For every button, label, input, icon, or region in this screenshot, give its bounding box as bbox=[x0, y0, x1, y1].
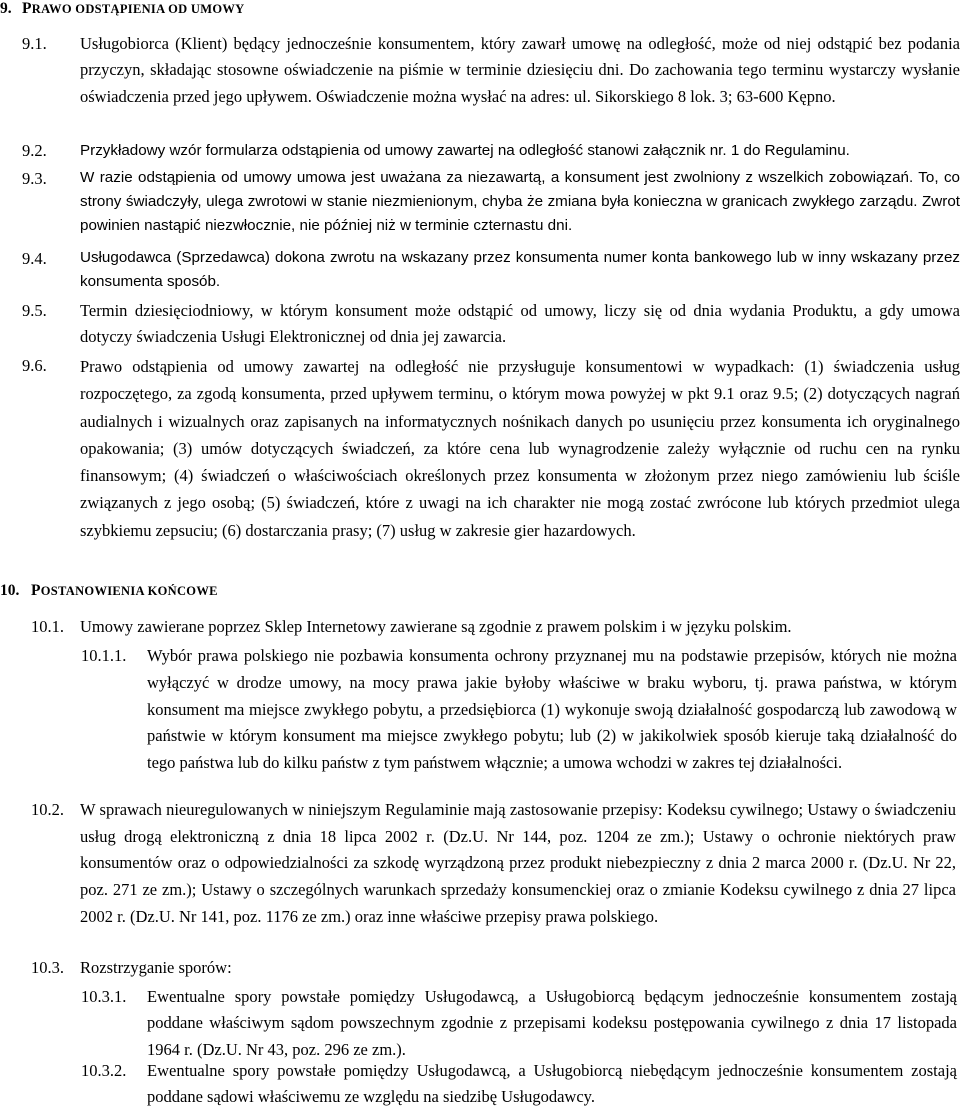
clause-number: 10.2. bbox=[31, 800, 64, 819]
clause-9-2 bbox=[22, 138, 960, 164]
clause-number: 9.4. bbox=[22, 249, 47, 268]
clause-text: Termin dziesięciodniowy, w którym konsument może odstąpić od umowy, liczy się od dnia wydania Produktu, a gdy umowa dotyczy świadczenia Usługi Elektronicznej od dnia jej zawarcia. bbox=[80, 301, 960, 347]
clause-text: Umowy zawierane poprzez Sklep Internetowy zawierane są zgodnie z prawem polskim i w języku polskim. bbox=[80, 617, 792, 636]
clause-text: Wybór prawa polskiego nie pozbawia konsumenta ochrony przyznanej mu na podstawie przepisów, których nie można wyłączyć w drodze umowy, na mocy prawa jakie byłoby właściwe w braku wyboru, tj. prawa państwa, w którym konsument ma miejsce zwykłego pobytu, a przedsiębiorca (1) wykonuje swoją działalność gospodarczą lub zawodową w państwie w którym konsument ma miejsce zwykłego pobytu; lub (2) w jakikolwiek sposób kieruje taką działalność do tego państwa lub do kilku państw z tym państwem włącznie; a umowa wchodzi w zakres tej działalności. bbox=[147, 646, 957, 773]
clause-9-5 bbox=[22, 298, 960, 351]
clause-text: Ewentualne spory powstałe pomiędzy Usługodawcą, a Usługobiorcą będącym jednocześnie konsumentem zostają poddane właściwym sądom powszechnym zgodnie z przepisami kodeksu postępowania cywilnego z dnia 17 listopada 1964 r. (Dz.U. Nr 43, poz. 296 ze zm.). bbox=[147, 987, 957, 1059]
clause-text: Ewentualne spory powstałe pomiędzy Usługodawcą, a Usługobiorcą niebędącym jednocześnie konsumentem zostają poddane sądowi właściwemu ze względu na siedzibę Usługodawcy. bbox=[147, 1061, 957, 1107]
clause-number: 10.3.2. bbox=[81, 1061, 127, 1080]
clause-text: Usługobiorca (Klient) będący jednocześnie konsumentem, który zawarł umowę na odległość, może od niej odstąpić bez podania przyczyn, składając stosowne oświadczenie na piśmie w terminie dziesięciu dni. Do zachowania tego terminu wystarczy wysłanie oświadczenia przed jego upływem. Oświadczenie można wysłać na adres: ul. Sikorskiego 8 lok. 3; 63-600 Kępno. bbox=[80, 34, 960, 106]
clause-text: W sprawach nieuregulowanych w niniejszym Regulaminie mają zastosowanie przepisy: Kodeksu cywilnego; Ustawy o świadczeniu usług drogą elektroniczną z dnia 18 lipca 2002 r. (Dz.U. Nr 144, poz. 1204 ze zm.); Ustawy o ochronie niektórych praw konsumentów oraz o odpowiedzialności za szkodę wyrządzoną przez produkt niebezpieczny z dnia 2 marca 2000 r. (Dz.U. Nr 22, poz. 271 ze zm.); Ustawy o szczególnych warunkach sprzedaży konsumenckiej oraz o zmianie Kodeksu cywilnego z dnia 27 lipca 2002 r. (Dz.U. Nr 141, poz. 1176 ze zm.) oraz inne właściwe przepisy prawa polskiego. bbox=[80, 800, 956, 926]
clause-10-1-1 bbox=[81, 643, 960, 777]
clause-number: 9.6. bbox=[22, 356, 47, 375]
clause-10-3 bbox=[31, 955, 960, 981]
section-10-heading bbox=[0, 580, 218, 602]
section-title: PRAWO ODSTĄPIENIA OD UMOWY bbox=[22, 0, 245, 17]
clause-text: Usługodawca (Sprzedawca) dokona zwrotu na wskazany przez konsumenta numer konta bankowego lub w inny wskazany przez konsumenta sposób. bbox=[80, 249, 960, 290]
clause-number: 9.2. bbox=[22, 141, 47, 160]
section-9-heading bbox=[0, 0, 245, 20]
clause-number: 10.1.1. bbox=[81, 646, 127, 665]
clause-number: 10.1. bbox=[31, 617, 64, 636]
clause-10-2 bbox=[31, 797, 960, 931]
section-number: 9. bbox=[0, 0, 12, 17]
clause-text: W razie odstąpienia od umowy umowa jest uważana za niezawartą, a konsument jest zwolniony z wszelkich zobowiązań. To, co strony świadczyły, ulega zwrotowi w stanie niezmienionym, chyba że zmiana była konieczna w granicach zwykłego zarządu. Zwrot powinien nastąpić niezwłocznie, nie później niż w terminie czternastu dni. bbox=[80, 169, 960, 234]
section-number: 10. bbox=[0, 582, 20, 599]
clause-9-1 bbox=[22, 31, 960, 110]
clause-10-1 bbox=[31, 614, 960, 640]
clause-10-3-2 bbox=[81, 1058, 960, 1111]
clause-10-3-1 bbox=[81, 984, 960, 1063]
clause-number: 10.3. bbox=[31, 958, 64, 977]
clause-9-3 bbox=[22, 166, 960, 238]
clause-number: 9.1. bbox=[22, 34, 47, 53]
clause-9-4 bbox=[22, 246, 960, 294]
clause-text: Prawo odstąpienia od umowy zawartej na odległość nie przysługuje konsumentowi w wypadkach: (1) świadczenia usług rozpoczętego, za zgodą konsumenta, przed upływem terminu, o którym mowa powyżej w pkt 9.1 oraz 9.5; (2) dotyczących nagrań audialnych i wizualnych oraz zapisanych na informatycznych nośnikach danych po usunięciu przez konsumenta ich oryginalnego opakowania; (3) umów dotyczących świadczeń, za które cena lub wynagrodzenie zależy wyłącznie od ruchu cen na rynku finansowym; (4) świadczeń o właściwościach określonych przez konsumenta w złożonym przez niego zamówieniu lub ściśle związanych z jego osobą; (5) świadczeń, które z uwagi na ich charakter nie mogą zostać zwrócone lub których przedmiot ulega szybkiemu zepsuciu; (6) dostarczania prasy; (7) usług w zakresie gier hazardowych. bbox=[80, 357, 960, 540]
section-title: POSTANOWIENIA KOŃCOWE bbox=[31, 582, 218, 599]
clause-text: Przykładowy wzór formularza odstąpienia od umowy zawartej na odległość stanowi załącznik nr. 1 do Regulaminu. bbox=[80, 142, 850, 159]
clause-text: Rozstrzyganie sporów: bbox=[80, 958, 232, 977]
clause-number: 9.5. bbox=[22, 301, 47, 320]
clause-9-6 bbox=[22, 353, 960, 544]
clause-number: 9.3. bbox=[22, 169, 47, 188]
clause-number: 10.3.1. bbox=[81, 987, 127, 1006]
